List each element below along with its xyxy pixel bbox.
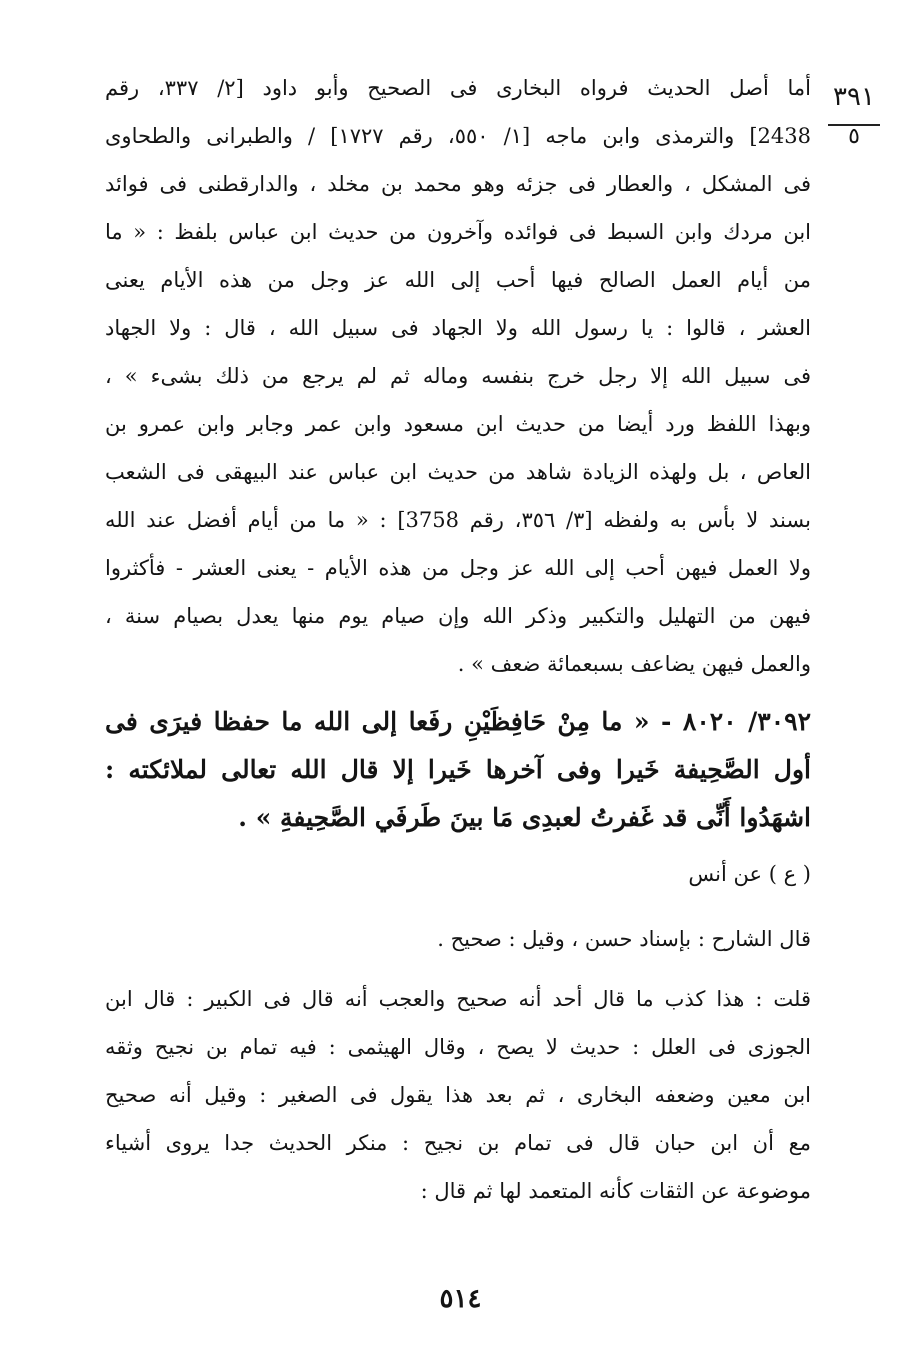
commentary-bottom [105,975,811,1215]
commentary-line: وبهذا اللفظ ورد أيضا من حديث ابن مسعود وابن عمر وجابر وابن عمرو بن [105,412,811,436]
commentary-line: فى المشكل ، والعطار فى جزئه وهو محمد بن مخلد ، والدارقطنى فى فوائد [105,172,811,196]
commentary-line: 2438] والترمذى وابن ماجه [١/ ٥٥٠، رقم ١٧٢٧] / والطبرانى والطحاوى [105,124,811,148]
commentary-line: قلت : هذا كذب ما قال أحد أنه صحيح والعجب أنه قال فى الكبير : قال ابن [105,987,811,1011]
page-number: ٥١٤ [439,1284,482,1314]
hadith-text [105,698,811,842]
commentary-line: العاص ، بل ولهذه الزيادة شاهد من حديث ابن عباس عند البيهقى فى الشعب [105,460,811,484]
hadith-source: ( ع ) عن أنس [688,862,811,886]
commentary-line: أما أصل الحديث فرواه البخارى فى الصحيح وأبو داود [٢/ ٣٣٧، رقم [105,76,811,100]
commentary-line: مع أن ابن حبان قال فى تمام بن نجيح : منكر الحديث جدا يروى أشياء [105,1131,811,1155]
commentary-line: العشر ، قالوا : يا رسول الله ولا الجهاد فى سبيل الله ، قال : ولا الجهاد [105,316,811,340]
commentary-top [105,64,811,688]
commentary-line: موضوعة عن الثقات كأنه المتعمد لها ثم قال : [420,1179,811,1203]
commentary-line: ولا العمل فيهن أحب إلى الله عز وجل من هذه الأيام - يعنى العشر - فأكثروا [105,556,811,580]
commentary-line: الجوزى فى العلل : حديث لا يصح ، وقال الهيثمى : فيه تمام بن نجيح وثقه [105,1035,811,1059]
sharih-statement: قال الشارح : بإسناد حسن ، وقيل : صحيح . [437,927,811,951]
commentary-line: بسند لا بأس به ولفظه [٣/ ٣٥٦، رقم 3758] : « ما من أيام أفضل عند الله [105,508,811,532]
hadith-line: أول الصَّحِيفة خَيرا وفى آخرها خَيرا إلا قال الله تعالى لملائكته : [105,755,811,784]
commentary-line: فى سبيل الله إلا رجل خرج بنفسه وماله ثم لم يرجع من ذلك بشىء » ، [105,364,811,388]
commentary-line: ابن معين وضعفه البخارى ، ثم بعد هذا يقول فى الصغير : وقيل أنه صحيح [105,1083,811,1107]
margin-sub-number: ٥ [848,124,860,149]
commentary-line: فيهن من التهليل والتكبير وذكر الله وإن صيام يوم منها يعدل بصيام سنة ، [105,604,811,628]
commentary-line: ابن مردك وابن السبط فى فوائده وآخرون من حديث ابن عباس بلفظ : « ما [105,220,811,244]
hadith-line: اشهَدُوا أَنِّى قد غَفرتُ لعبدِى مَا بينَ طَرفَي الصَّحِيفةِ » . [238,803,811,832]
commentary-line: والعمل فيهن يضاعف بسبعمائة ضعف » . [457,652,811,676]
commentary-line: من أيام العمل الصالح فيها أحب إلى الله عز وجل من هذه الأيام يعنى [105,268,811,292]
margin-reference-number: ٣٩١ [833,82,875,112]
hadith-line: ٣٠٩٢/ ٨٠٢٠ - « ما مِنْ حَافِظَيْنِ رفَعا إلى الله ما حفظا فيرَى فى [105,707,811,736]
